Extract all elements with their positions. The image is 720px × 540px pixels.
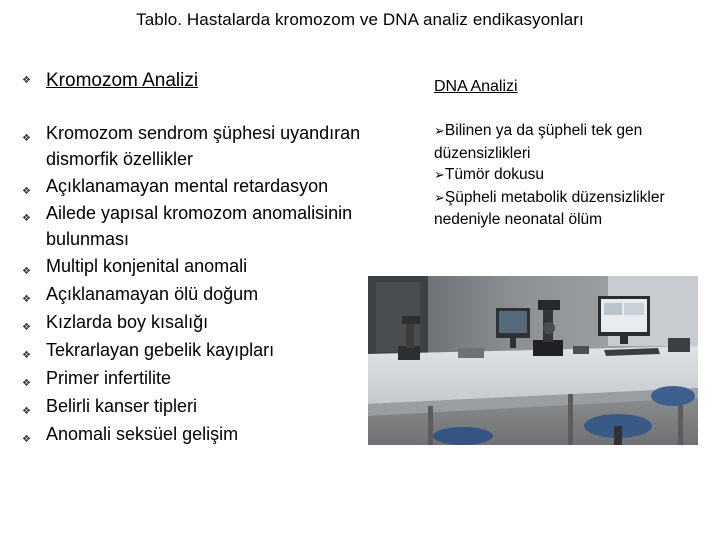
slide-title: Tablo. Hastalarda kromozom ve DNA analiz endikasyonları — [136, 10, 584, 29]
square-bullet-icon: ❖ — [22, 350, 31, 361]
list-item: ❖ Kromozom sendrom şüphesi uyandıran dismorfik özellikler — [22, 123, 361, 169]
square-bullet-icon: ❖ — [22, 434, 31, 445]
list-item: ❖ Anomali seksüel gelişim — [22, 420, 402, 448]
square-bullet-icon: ❖ — [22, 322, 31, 333]
dna-column — [434, 78, 704, 231]
dna-list — [434, 120, 704, 231]
square-bullet-icon: ❖ — [22, 266, 31, 277]
list-item: ❖ Primer infertilite — [22, 364, 402, 392]
list-item: ❖ Belirli kanser tipleri — [22, 392, 402, 420]
kromozom-column — [22, 70, 402, 448]
square-bullet-icon: ❖ — [22, 186, 31, 197]
list-item: ➢Şüpheli metabolik düzensizlikler nedeniyle neonatal ölüm — [434, 188, 665, 228]
kromozom-heading — [22, 70, 402, 92]
square-bullet-icon: ❖ — [22, 133, 31, 144]
dna-heading: DNA Analizi — [434, 78, 518, 95]
list-item: ❖ Kızlarda boy kısalığı — [22, 308, 402, 336]
list-item: ❖ Multipl konjenital anomali — [22, 252, 402, 280]
square-bullet-icon: ❖ — [22, 378, 31, 389]
square-bullet-icon: ❖ — [22, 213, 31, 224]
laboratory-photo — [368, 276, 698, 445]
arrow-bullet-icon: ➢ — [434, 124, 445, 139]
list-item: ❖ Ailede yapısal kromozom anomalisinin bulunması — [22, 203, 353, 249]
list-item: ❖ Açıklanamayan mental retardasyon — [22, 172, 402, 200]
kromozom-heading-text: Kromozom Analizi — [46, 70, 199, 91]
list-item: ❖ Tekrarlayan gebelik kayıpları — [22, 336, 402, 364]
list-item: ❖ Açıklanamayan ölü doğum — [22, 280, 402, 308]
list-item: ➢Tümör dokusu — [434, 166, 544, 183]
arrow-bullet-icon: ➢ — [434, 190, 445, 206]
laboratory-microscope-photo — [368, 276, 698, 445]
arrow-bullet-icon: ➢ — [434, 168, 445, 183]
kromozom-list — [22, 120, 402, 448]
square-bullet-icon: ❖ — [22, 294, 31, 305]
square-bullet-icon: ❖ — [22, 406, 31, 417]
list-item: ➢Bilinen ya da şüpheli tek gen düzensizlikleri — [434, 122, 643, 162]
square-bullet-icon: ❖ — [22, 75, 31, 86]
